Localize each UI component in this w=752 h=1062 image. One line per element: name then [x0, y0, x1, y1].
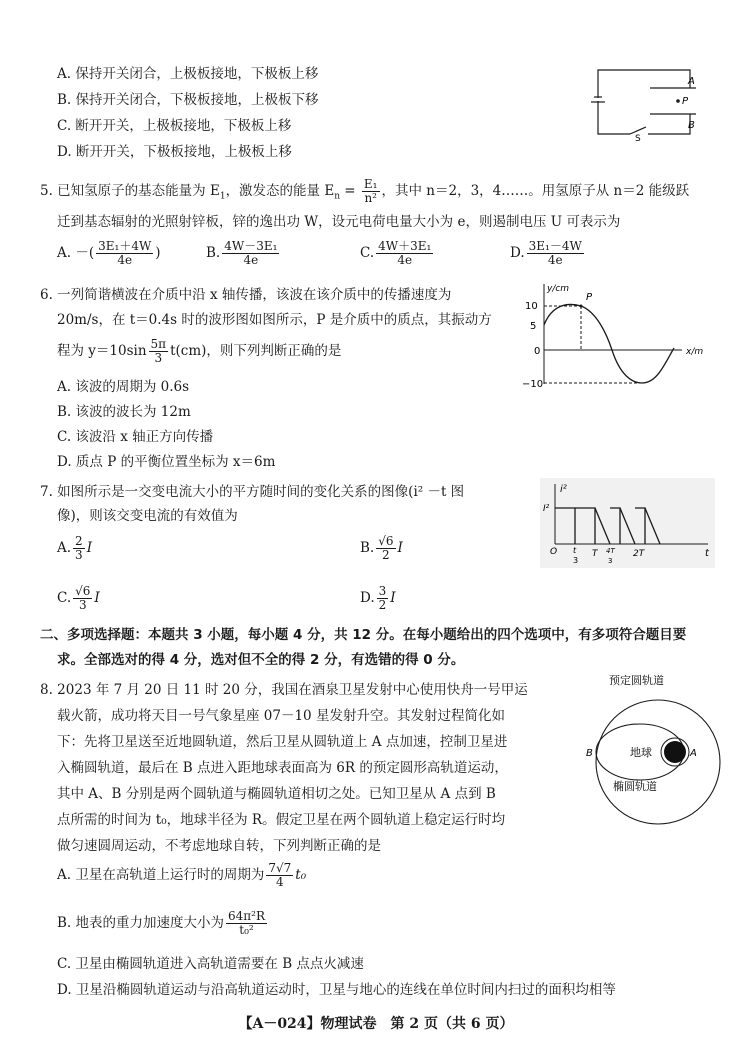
q7-x-tick-3-den: 3	[608, 557, 613, 565]
q6-line1: 6. 一列简谐横波在介质中沿 x 轴传播，该波在该介质中的传播速度为	[40, 287, 452, 303]
q7-i2-t-figure	[540, 478, 715, 568]
q6-tick-minus10: −10	[522, 379, 544, 390]
q5-option-b: B. $\frac{\text{4W－3E₁}}{4e}$	[206, 239, 278, 267]
q6-wave-figure	[522, 280, 717, 390]
q7-option-b: B. $\frac{√6}{2}$ I	[360, 534, 403, 562]
q5-text-eq: =	[340, 183, 360, 199]
q7-line2: 像)，则该交变电流的有效值为	[57, 508, 238, 524]
q8-orbit-figure	[580, 670, 730, 830]
q8-line7: 做匀速圆周运动，不考虑地球自转，下列判断正确的是	[57, 838, 381, 854]
q6-y-axis-label: y/cm	[547, 284, 570, 294]
q8-earth-label: 地球	[630, 746, 652, 759]
q4-label-b: B	[688, 120, 695, 131]
q5-line1: 5. 已知氢原子的基态能量为 $E_1$，激发态的能量 $E_n$ = $\frac{\text{E₁}}{\text{n²}}$ ，其中 n＝2，3，4……。用氢原子从 n＝2 能级跃	[40, 177, 690, 205]
q7-option-a: A. $\frac{2}{3}$ I	[57, 534, 93, 562]
q7-option-c: C. $\frac{√6}{3}$ I	[57, 584, 100, 612]
q6-line2: 20m/s，在 t＝0.4s 时的波形图如图所示，P 是介质中的质点，其振动方	[57, 312, 492, 328]
q6-line3: 程为 y＝10sin $\frac{5\pi}{3}$ t(cm)，则下列判断正确的是	[57, 337, 342, 365]
q8-line2: 载火箭，成功将天目一号气象星座 07－10 星发射升空。其发射过程简化如	[57, 708, 505, 724]
q8-line3: 下：先将卫星送至近地圆轨道，然后卫星从圆轨道上 A 点加速，控制卫星进	[57, 734, 508, 750]
q7-x-tick-1-num: t	[573, 546, 577, 555]
q8-option-d: D. 卫星沿椭圆轨道运动与沿高轨道运动时，卫星与地心的连线在单位时间内扫过的面积均相等	[57, 982, 616, 998]
q4-option-d: D. 断开开关，下极板接地，上极板上移	[57, 144, 292, 160]
q4-option-a: A. 保持开关闭合，上极板接地，下极板上移	[57, 66, 319, 82]
q4-option-c: C. 断开开关，上极板接地，下极板上移	[57, 118, 292, 134]
section2-heading-line2: 求。全部选对的得 4 分，选对但不全的得 2 分，有选错的得 0 分。	[57, 652, 465, 668]
q6-option-c: C. 该波沿 x 轴正方向传播	[57, 429, 214, 445]
q4-circuit-figure	[590, 64, 700, 142]
q5-option-d: D. $\frac{\text{3E₁－4W}}{4e}$	[510, 239, 582, 267]
q8-outer-orbit-label: 预定圆轨道	[609, 674, 664, 687]
q4-label-p: P	[682, 96, 689, 107]
q4-option-b: B. 保持开关闭合，下极板接地，上极板下移	[57, 92, 319, 108]
q4-label-a: A	[688, 76, 695, 87]
q8-point-a: A	[690, 748, 697, 759]
q5-line2: 迁到基态辐射的光照射锌板，锌的逸出功 W，设元电荷电量大小为 e，则遏制电压 U 可表示为	[57, 214, 621, 230]
q8-line4: 入椭圆轨道，最后在 B 点进入距地球表面高为 6R 的预定圆形高轨道运动，	[57, 760, 508, 776]
q7-option-d: D. $\frac{3}{2}$ I	[360, 584, 396, 612]
q5-option-c: C. $\frac{\text{4W＋3E₁}}{4e}$	[360, 239, 432, 267]
q7-x-tick-2: T	[592, 549, 598, 559]
q6-option-b: B. 该波的波长为 12m	[57, 404, 191, 420]
q8-line5: 其中 A、B 分别是两个圆轨道与椭圆轨道相切之处。已知卫星从 A 点到 B	[57, 786, 496, 802]
q5-energy-fraction: $\frac{\text{E₁}}{\text{n²}}$	[363, 177, 378, 205]
q7-line1: 7. 如图所示是一交变电流大小的平方随时间的变化关系的图像(i² －t 图	[40, 484, 465, 500]
q6-option-d: D. 质点 P 的平衡位置坐标为 x＝6m	[57, 454, 276, 470]
q8-option-b: B. 地表的重力加速度大小为 $\frac{\text{64π²R}}{\text{t₀²}}$	[57, 909, 266, 937]
q6-x-axis-label: x/m	[686, 347, 704, 357]
q8-line6: 点所需的时间为 t₀，地球半径为 R。假定卫星在两个圆轨道上稳定运行时均	[57, 812, 506, 828]
q7-y-axis-label: i²	[560, 484, 567, 495]
section2-heading-line1: 二、多项选择题：本题共 3 小题，每小题 4 分，共 12 分。在每小题给出的四个选项中，有多项符合题目要	[40, 627, 687, 643]
q7-x-tick-1-den: 3	[573, 556, 579, 565]
q6-point-p: P	[586, 292, 593, 303]
q6-option-a: A. 该波的周期为 0.6s	[57, 379, 190, 395]
q6-tick-0: 0	[534, 346, 541, 357]
q6-tick-5: 5	[530, 321, 537, 332]
q7-y-tick: I²	[543, 504, 550, 514]
q5-text-b: ，激发态的能量 E	[225, 183, 335, 199]
q7-t-axis-label: t	[705, 548, 709, 559]
q8-option-a: A. 卫星在高轨道上运行时的周期为 $\frac{7√7}{4}$ t₀	[57, 861, 307, 889]
q8-ellipse-label: 椭圆轨道	[613, 780, 657, 793]
q4-label-s: S	[635, 134, 641, 142]
q5-text-c: ，其中 n＝2，3，4……。用氢原子从 n＝2 能级跃	[381, 183, 690, 199]
page-footer: 【A－024】物理试卷 第 2 页（共 6 页）	[238, 1016, 514, 1032]
q7-origin: O	[550, 547, 558, 557]
q8-line1: 8. 2023 年 7 月 20 日 11 时 20 分，我国在酒泉卫星发射中心使用快舟一号甲运	[40, 682, 528, 698]
q8-option-c: C. 卫星由椭圆轨道进入高轨道需要在 B 点点火减速	[57, 956, 364, 972]
q8-point-b: B	[586, 748, 593, 759]
q5-option-a: A. －( $\frac{\text{3E₁＋4W}}{4e}$ )	[57, 239, 161, 267]
q7-x-tick-4: 2T	[633, 549, 645, 559]
q6-tick-10: 10	[525, 301, 538, 312]
q7-x-tick-3-num: 4T	[606, 547, 615, 555]
q5-text-a: 5. 已知氢原子的基态能量为 E	[40, 183, 220, 199]
q6-omega-fraction: $\frac{5\pi}{3}$	[150, 337, 167, 365]
